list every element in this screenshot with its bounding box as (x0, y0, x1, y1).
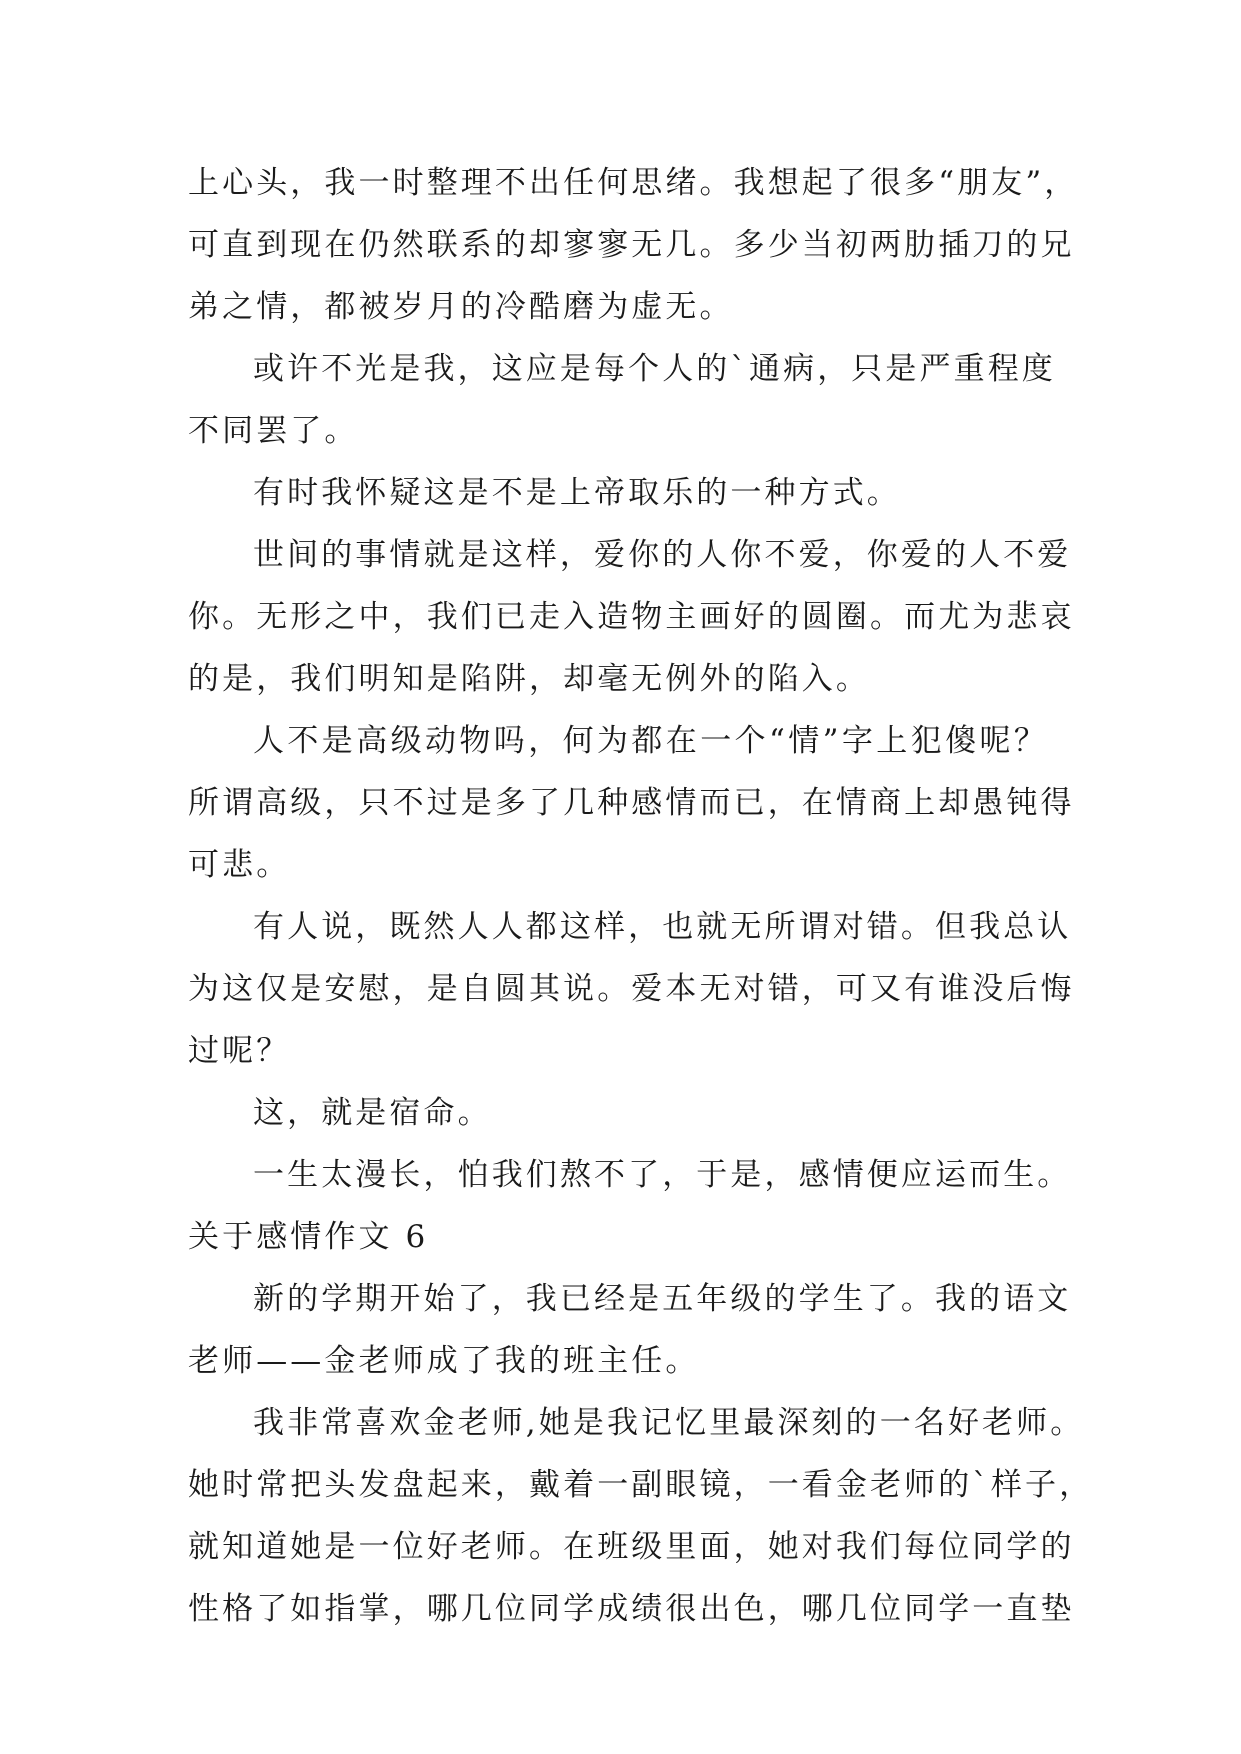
paragraph-start-line: 新的学期开始了，我已经是五年级的学生了。我的语文 (253, 1281, 1072, 1317)
text-line: 老师——金老师成了我的班主任。 (188, 1343, 700, 1379)
paragraph-start-line: 我非常喜欢金老师,她是我记忆里最深刻的一名好老师。 (253, 1405, 1085, 1441)
text-line: 上心头，我一时整理不出任何思绪。我想起了很多“朋友”， (188, 165, 1079, 201)
text-line: 就知道她是一位好老师。在班级里面，她对我们每位同学的 (188, 1529, 1075, 1565)
text-line: 为这仅是安慰，是自圆其说。爱本无对错，可又有谁没后悔 (188, 971, 1075, 1007)
essay-body (188, 152, 1094, 1640)
text-line: 性格了如指掌，哪几位同学成绩很出色，哪几位同学一直垫 (188, 1591, 1075, 1627)
paragraph-start-line: 一生太漫长，怕我们熬不了，于是，感情便应运而生。 (253, 1157, 1072, 1193)
text-line: 弟之情，都被岁月的冷酷磨为虚无。 (188, 289, 734, 325)
paragraph-start-line: 世间的事情就是这样，爱你的人你不爱，你爱的人不爱 (253, 537, 1072, 573)
text-line: 的是，我们明知是陷阱，却毫无例外的陷入。 (188, 661, 870, 697)
paragraph-start-line: 这，就是宿命。 (253, 1095, 492, 1131)
text-line: 你。无形之中，我们已走入造物主画好的圆圈。而尤为悲哀 (188, 599, 1075, 635)
paragraph-start-line: 人不是高级动物吗，何为都在一个“情”字上犯傻呢？ (253, 723, 1048, 759)
text-line: 她时常把头发盘起来，戴着一副眼镜，一看金老师的`样子， (188, 1467, 1094, 1503)
section-heading: 关于感情作文 6 (188, 1219, 429, 1255)
text-line: 所谓高级，只不过是多了几种感情而已，在情商上却愚钝得 (188, 785, 1075, 821)
paragraph-start-line: 或许不光是我，这应是每个人的`通病，只是严重程度 (253, 351, 1056, 387)
text-line: 不同罢了。 (188, 413, 359, 449)
text-line: 可直到现在仍然联系的却寥寥无几。多少当初两肋插刀的兄 (188, 227, 1075, 263)
text-line: 可悲。 (188, 847, 291, 883)
paragraph-start-line: 有时我怀疑这是不是上帝取乐的一种方式。 (253, 475, 901, 511)
paragraph-start-line: 有人说，既然人人都这样，也就无所谓对错。但我总认 (253, 909, 1072, 945)
text-line: 过呢？ (188, 1033, 291, 1069)
